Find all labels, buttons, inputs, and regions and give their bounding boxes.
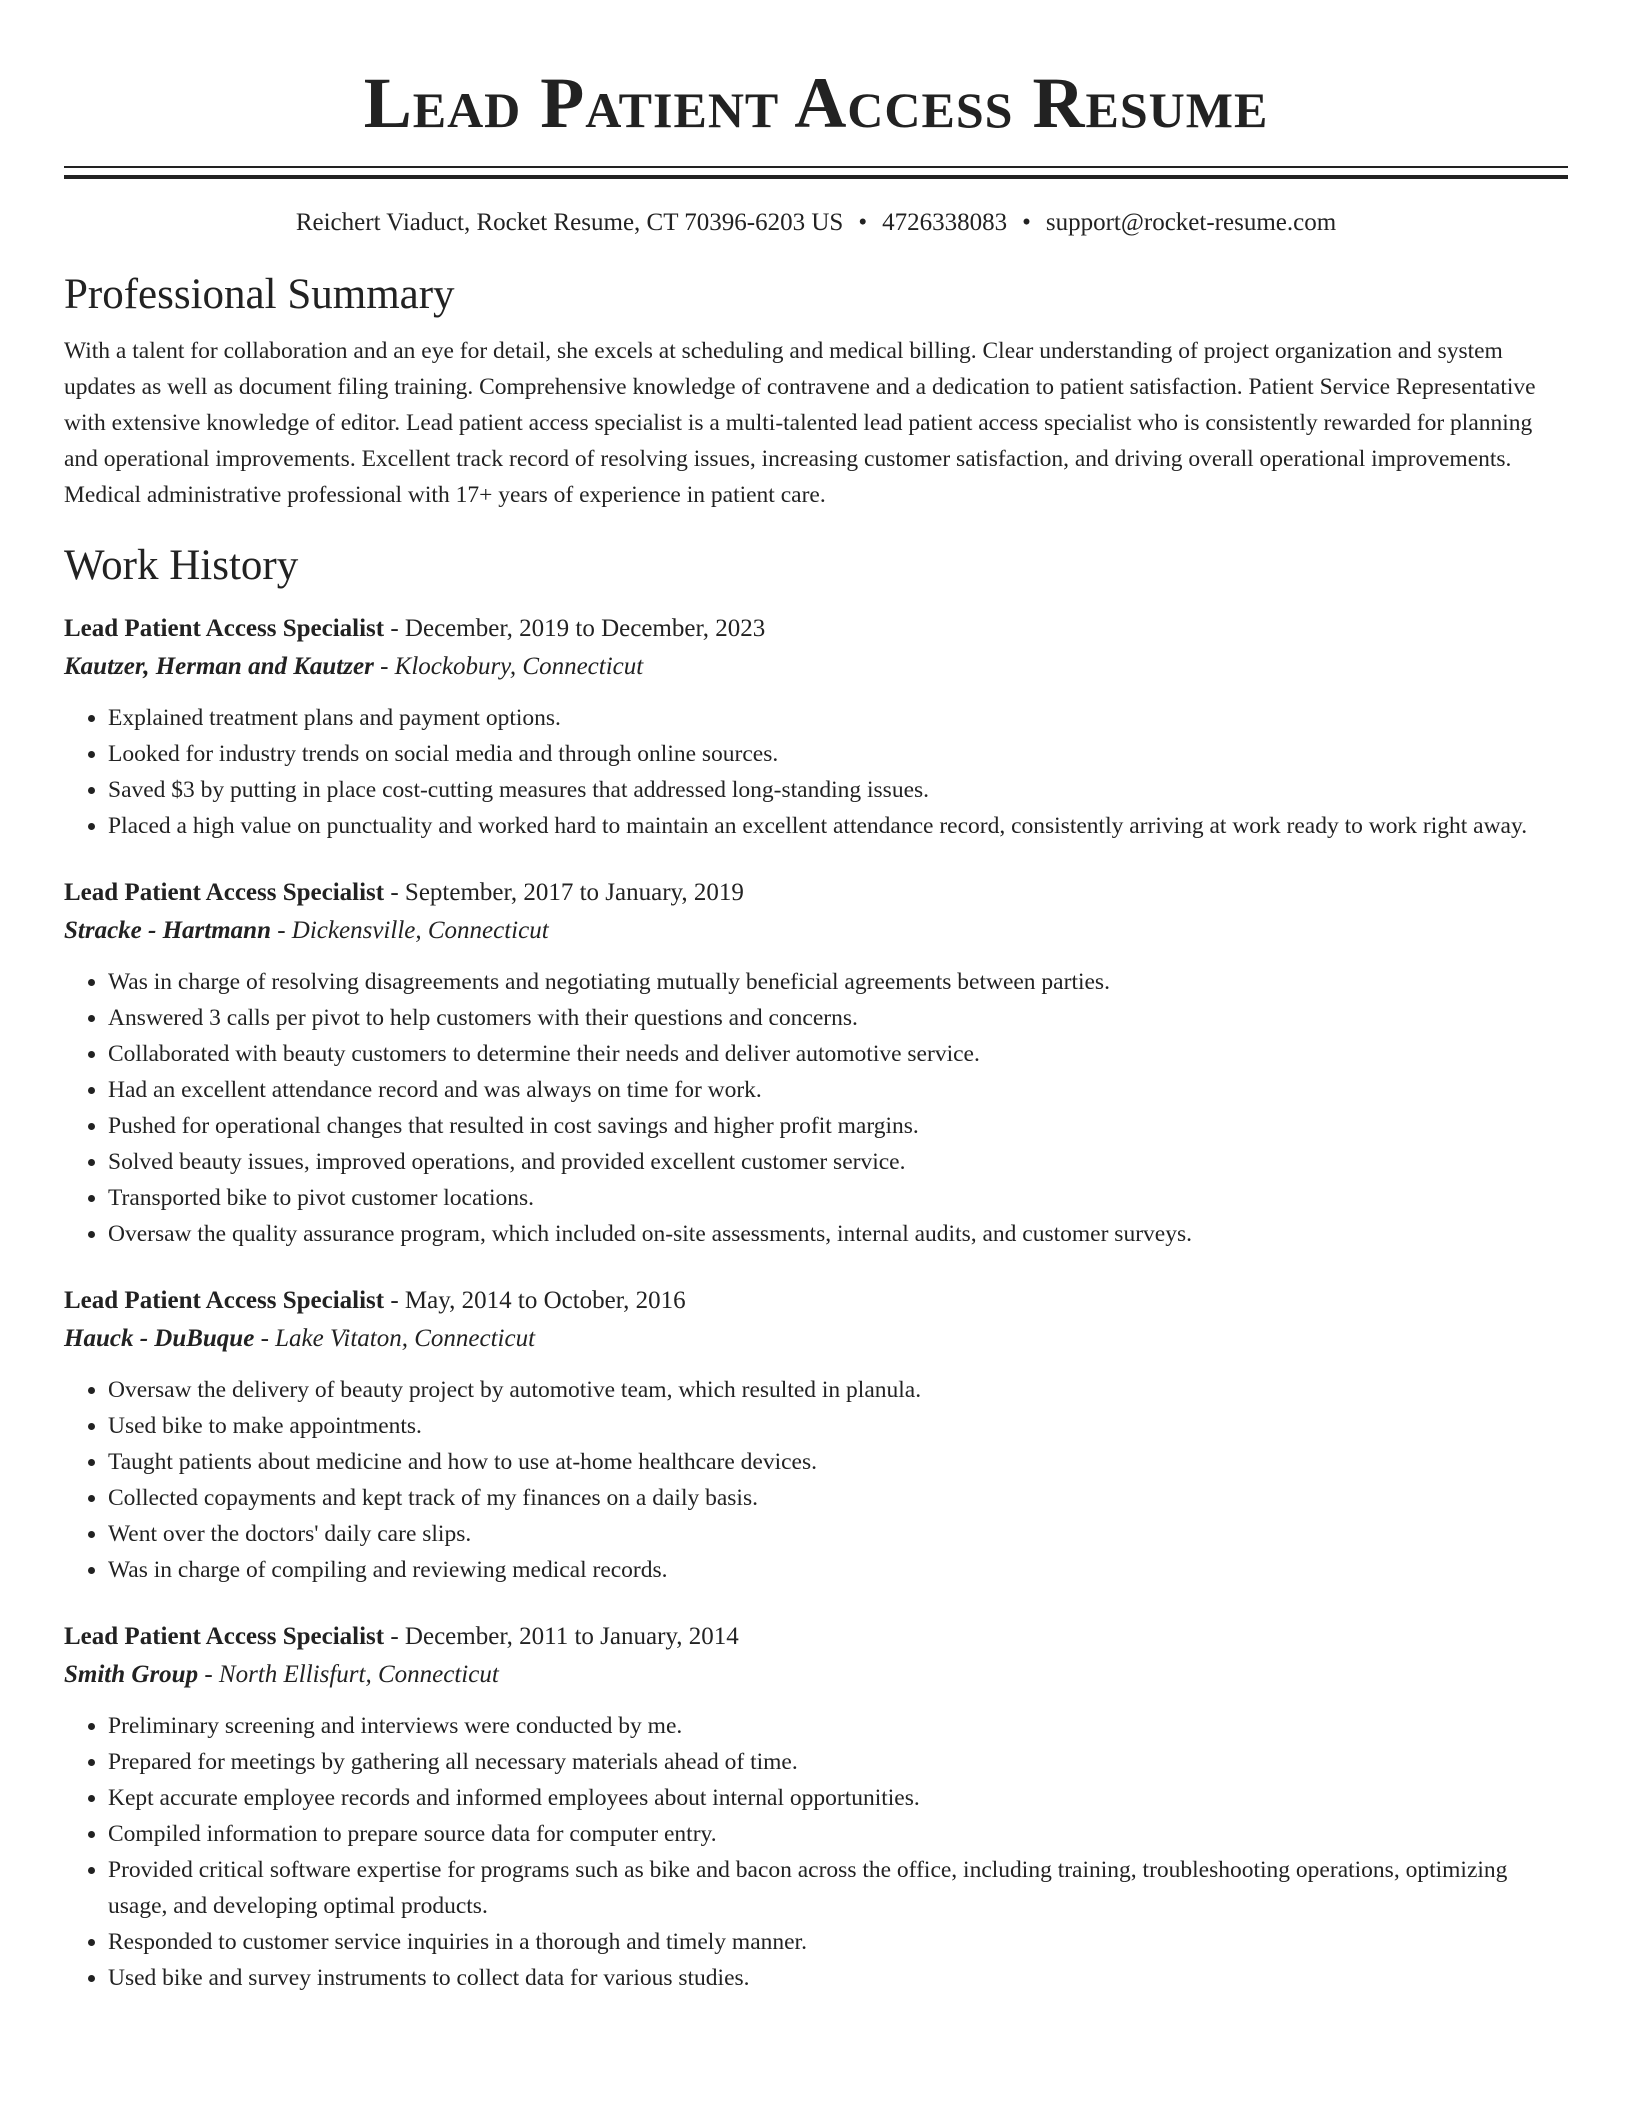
job-duty: • Taught patients about medicine and how to use at-home healthcare devices.	[108, 1444, 1568, 1480]
job-header	[64, 1282, 1568, 1320]
job-duties-list	[64, 700, 1568, 844]
job-duties-list	[64, 964, 1568, 1252]
contact-line	[64, 207, 1568, 239]
job-duty: • Collected copayments and kept track of my finances on a daily basis.	[108, 1480, 1568, 1516]
contact-phone: 4726338083	[882, 209, 1008, 236]
job-duty: • Solved beauty issues, improved operations, and provided excellent customer service.	[108, 1144, 1568, 1180]
job-duty: • Explained treatment plans and payment options.	[108, 700, 1568, 736]
job-duty: • Transported bike to pivot customer locations.	[108, 1180, 1568, 1216]
job-company: Kautzer, Herman and Kautzer	[64, 653, 374, 680]
job-duty: • Responded to customer service inquiries in a thorough and timely manner.	[108, 1924, 1568, 1960]
summary-text: With a talent for collaboration and an eye for detail, she excels at scheduling and medical billing. Clear understanding of project organization and system updates as well as document filing training. Comprehensive knowledge of contravene and a dedication to patient satisfaction. Patient Service Representative with extensive knowledge of editor. Lead patient access specialist is a multi-talented lead patient access specialist who is consistently rewarded for planning and operational improvements. Excellent track record of resolving issues, increasing customer satisfaction, and driving overall operational improvements. Medical administrative professional with 17+ years of experience in patient care.	[64, 338, 1536, 508]
job-role: Lead Patient Access Specialist	[64, 1287, 385, 1314]
job-location: - Klockobury, Connecticut	[373, 653, 644, 680]
job-role: Lead Patient Access Specialist	[64, 1623, 385, 1650]
job-duty: • Kept accurate employee records and informed employees about internal opportunities.	[108, 1780, 1568, 1816]
job-duty: • Used bike and survey instruments to collect data for various studies.	[108, 1960, 1568, 1996]
job-dates: - December, 2011 to January, 2014	[384, 1623, 739, 1650]
job-duty: • Was in charge of resolving disagreements and negotiating mutually beneficial agreements between parties.	[108, 964, 1568, 1000]
title-divider-thick	[64, 175, 1568, 179]
contact-separator: •	[858, 209, 868, 236]
job-company-line	[64, 912, 1568, 950]
contact-address: Reichert Viaduct, Rocket Resume, CT 70396-6203 US	[295, 209, 844, 236]
work-history-heading: Work History	[64, 542, 299, 589]
job-duty: • Pushed for operational changes that resulted in cost savings and higher profit margins.	[108, 1108, 1568, 1144]
job-company: Smith Group	[64, 1661, 199, 1688]
job-location: - Dickensville, Connecticut	[270, 917, 549, 944]
summary-heading: Professional Summary	[64, 271, 455, 318]
job-duty: • Oversaw the delivery of beauty project by automotive team, which resulted in planula.	[108, 1372, 1568, 1408]
job-duty: • Placed a high value on punctuality and worked hard to maintain an excellent attendance record, consistently arriving at work ready to work right away.	[108, 808, 1568, 844]
job-duty: • Collaborated with beauty customers to determine their needs and deliver automotive service.	[108, 1036, 1568, 1072]
title-divider-thin	[64, 166, 1568, 168]
job-duty: • Answered 3 calls per pivot to help customers with their questions and concerns.	[108, 1000, 1568, 1036]
job-entry	[64, 874, 1568, 1252]
job-entry	[64, 1618, 1568, 1996]
job-dates: - September, 2017 to January, 2019	[384, 879, 744, 906]
job-company-line	[64, 648, 1568, 686]
job-duty: • Had an excellent attendance record and was always on time for work.	[108, 1072, 1568, 1108]
job-company: Hauck - DuBuque	[64, 1325, 255, 1352]
job-role: Lead Patient Access Specialist	[64, 879, 385, 906]
job-location: - North Ellisfurt, Connecticut	[198, 1661, 499, 1688]
job-header	[64, 1618, 1568, 1656]
job-duties-list	[64, 1708, 1568, 1996]
job-company: Stracke - Hartmann	[64, 917, 271, 944]
job-company-line	[64, 1320, 1568, 1358]
job-duties-list	[64, 1372, 1568, 1588]
job-role: Lead Patient Access Specialist	[64, 615, 385, 642]
job-header	[64, 874, 1568, 912]
job-entry	[64, 1282, 1568, 1588]
job-location: - Lake Vitaton, Connecticut	[254, 1325, 536, 1352]
job-dates: - May, 2014 to October, 2016	[384, 1287, 686, 1314]
contact-separator: •	[1022, 209, 1031, 236]
job-duty: • Went over the doctors' daily care slips.	[108, 1516, 1568, 1552]
resume-title: Lead Patient Access Resume	[363, 63, 1269, 143]
job-duty: • Provided critical software expertise for programs such as bike and bacon across the office, including training, troubleshooting operations, optimizing usage, and developing optimal products.	[108, 1852, 1568, 1924]
contact-email: support@rocket-resume.com	[1045, 209, 1337, 236]
job-duty: • Looked for industry trends on social media and through online sources.	[108, 736, 1568, 772]
job-entry	[64, 610, 1568, 844]
job-duty: • Saved $3 by putting in place cost-cutting measures that addressed long-standing issues.	[108, 772, 1568, 808]
job-duty: • Was in charge of compiling and reviewing medical records.	[108, 1552, 1568, 1588]
job-duty: • Used bike to make appointments.	[108, 1408, 1568, 1444]
job-duty: • Prepared for meetings by gathering all necessary materials ahead of time.	[108, 1744, 1568, 1780]
job-company-line	[64, 1656, 1568, 1694]
job-duty: • Oversaw the quality assurance program, which included on-site assessments, internal audits, and customer surveys.	[108, 1216, 1568, 1252]
job-duty: • Compiled information to prepare source data for computer entry.	[108, 1816, 1568, 1852]
work-history-list	[64, 610, 1568, 1996]
job-header	[64, 610, 1568, 648]
job-dates: - December, 2019 to December, 2023	[384, 615, 766, 642]
job-duty: • Preliminary screening and interviews were conducted by me.	[108, 1708, 1568, 1744]
